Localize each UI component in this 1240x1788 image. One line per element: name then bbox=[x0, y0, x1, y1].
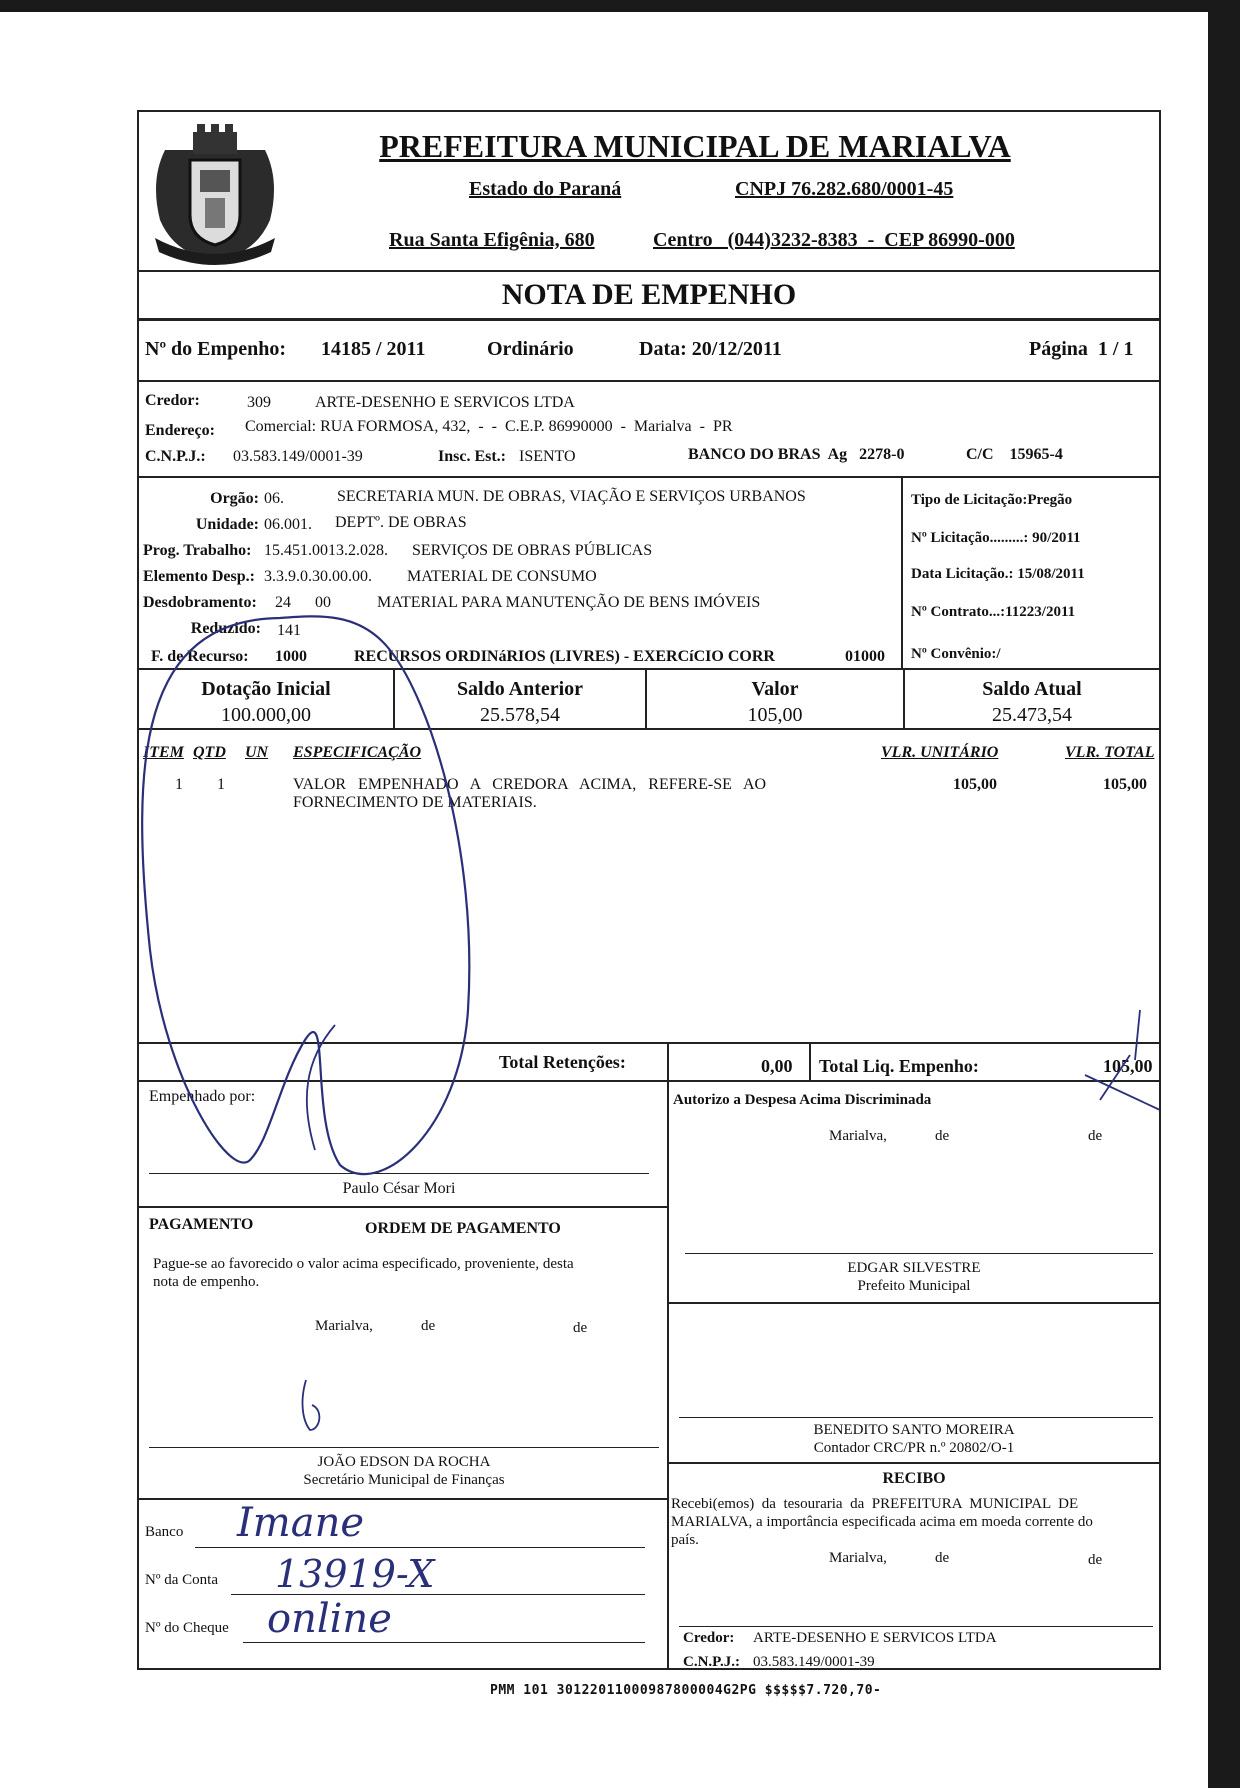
empenho-data: Data: 20/12/2011 bbox=[639, 338, 782, 360]
empenho-numero: 14185 / 2011 bbox=[321, 338, 426, 360]
empenho-pagina: Página 1 / 1 bbox=[1029, 338, 1134, 360]
elemento-codigo: 3.3.9.0.30.00.00. bbox=[264, 568, 372, 585]
pagamento-local: Marialva, bbox=[315, 1318, 373, 1334]
item-vlr-total: 105,00 bbox=[1103, 776, 1147, 793]
recibo-texto-1: Recebi(emos) da tesouraria da PREFEITURA MUNICIPAL DE bbox=[671, 1496, 1079, 1512]
cheque-label: Nº do Cheque bbox=[145, 1620, 229, 1636]
recibo-credor: ARTE-DESENHO E SERVICOS LTDA bbox=[753, 1630, 997, 1646]
item-vlr-unitario: 105,00 bbox=[953, 776, 997, 793]
recibo-cnpj-label: C.N.P.J.: bbox=[683, 1654, 740, 1670]
licitacao-tipo: Tipo de Licitação:Pregão bbox=[911, 492, 1073, 508]
unidade-label: Unidade: bbox=[195, 516, 259, 533]
item-especificacao-2: FORNECIMENTO DE MATERIAIS. bbox=[293, 794, 537, 811]
prog-nome: SERVIÇOS DE OBRAS PÚBLICAS bbox=[412, 542, 653, 559]
dotacao-valor: 100.000,00 bbox=[221, 704, 311, 726]
recibo-local: Marialva, bbox=[829, 1550, 887, 1566]
autorizo-label: Autorizo a Despesa Acima Discriminada bbox=[673, 1092, 932, 1108]
credor-codigo: 309 bbox=[247, 394, 271, 411]
total-retencoes-label: Total Retenções: bbox=[499, 1052, 626, 1072]
credor-nome: ARTE-DESENHO E SERVICOS LTDA bbox=[315, 394, 575, 411]
conta-label: Nº da Conta bbox=[145, 1572, 218, 1588]
item-numero: 1 bbox=[175, 776, 183, 793]
recurso-codigo: 1000 bbox=[275, 648, 307, 665]
valor-valor: 105,00 bbox=[747, 704, 803, 726]
reduzido-label: Reduzido: bbox=[190, 620, 261, 637]
header-estado: Estado do Paraná bbox=[469, 178, 622, 200]
licitacao-data: Data Licitação.: 15/08/2011 bbox=[911, 566, 1085, 582]
valor-label: Valor bbox=[751, 678, 799, 700]
col-un: UN bbox=[245, 744, 269, 761]
recibo-cnpj: 03.583.149/0001-39 bbox=[753, 1654, 875, 1670]
elemento-nome: MATERIAL DE CONSUMO bbox=[407, 568, 597, 585]
endereco-label: Endereço: bbox=[145, 422, 215, 439]
autorizo-nome: EDGAR SILVESTRE bbox=[847, 1260, 981, 1276]
header-cnpj: CNPJ 76.282.680/0001-45 bbox=[735, 178, 954, 200]
recibo-texto-3: país. bbox=[671, 1532, 699, 1548]
doc-title: NOTA DE EMPENHO bbox=[501, 278, 797, 311]
empenhado-nome: Paulo César Mori bbox=[342, 1180, 456, 1197]
empenho-tipo: Ordinário bbox=[487, 338, 574, 360]
header-endereco: Rua Santa Efigênia, 680 bbox=[389, 229, 595, 251]
orgao-nome: SECRETARIA MUN. DE OBRAS, VIAÇÃO E SERVIÇOS URBANOS bbox=[337, 488, 806, 505]
credor-insc: ISENTO bbox=[519, 448, 576, 465]
desdobramento-nome: MATERIAL PARA MANUTENÇÃO DE BENS IMÓVEIS bbox=[377, 594, 761, 611]
pagamento-de-2: de bbox=[573, 1320, 588, 1336]
banco-manuscrito: Imane bbox=[237, 1500, 365, 1546]
credor-cnpj: 03.583.149/0001-39 bbox=[233, 448, 363, 465]
conta-manuscrito: 13919-X bbox=[275, 1552, 435, 1596]
item-qtd: 1 bbox=[217, 776, 225, 793]
total-liquido-label: Total Liq. Empenho: bbox=[819, 1056, 979, 1076]
pagamento-de-1: de bbox=[421, 1318, 436, 1334]
saldo-anterior-label: Saldo Anterior bbox=[456, 678, 584, 700]
credor-banco: BANCO DO BRAS Ag 2278-0 bbox=[688, 446, 905, 463]
autorizo-de-2: de bbox=[1088, 1128, 1103, 1144]
pagamento-label: PAGAMENTO bbox=[149, 1216, 254, 1233]
recibo-label: RECIBO bbox=[882, 1470, 946, 1487]
recurso-nome: RECURSOS ORDINáRIOS (LIVRES) - EXERCíCIO CORR bbox=[354, 648, 775, 665]
header-bairro-tel-cep: Centro (044)3232-8383 - CEP 86990-000 bbox=[653, 229, 1015, 251]
licitacao-numero: Nº Licitação.........: 90/2011 bbox=[911, 530, 1081, 546]
unidade-codigo: 06.001. bbox=[264, 516, 312, 533]
contador-nome: BENEDITO SANTO MOREIRA bbox=[813, 1422, 1015, 1438]
col-vlr-unitario: VLR. UNITÁRIO bbox=[881, 744, 999, 761]
col-item: ITEM bbox=[143, 744, 184, 761]
credor-conta: C/C 15965-4 bbox=[966, 446, 1063, 463]
desdobramento-codigo: 24 00 bbox=[275, 594, 331, 611]
col-especificacao: ESPECIFICAÇÃO bbox=[293, 744, 422, 761]
autorizo-local: Marialva, bbox=[829, 1128, 887, 1144]
credor-label: Credor: bbox=[145, 392, 200, 409]
orgao-codigo: 06. bbox=[264, 490, 284, 507]
pagamento-texto-2: nota de empenho. bbox=[153, 1274, 260, 1290]
cnpj-label: C.N.P.J.: bbox=[145, 448, 206, 465]
contador-cargo: Contador CRC/PR n.º 20802/O-1 bbox=[813, 1440, 1015, 1456]
dotacao-label: Dotação Inicial bbox=[201, 678, 331, 700]
autorizo-de-1: de bbox=[935, 1128, 950, 1144]
prog-label: Prog. Trabalho: bbox=[143, 542, 252, 559]
footer-code: PMM 101 30122011000987800004G2PG $$$$$7.720,70- bbox=[490, 1683, 882, 1698]
autorizo-cargo: Prefeito Municipal bbox=[857, 1278, 971, 1294]
licitacao-contrato: Nº Contrato...:11223/2011 bbox=[911, 604, 1076, 620]
col-vlr-total: VLR. TOTAL bbox=[1065, 744, 1155, 761]
licitacao-convenio: Nº Convênio:/ bbox=[911, 646, 1001, 662]
prog-codigo: 15.451.0013.2.028. bbox=[264, 542, 388, 559]
item-especificacao-1: VALOR EMPENHADO A CREDORA ACIMA, REFERE-SE AO bbox=[293, 776, 767, 793]
pagamento-cargo: Secretário Municipal de Finanças bbox=[303, 1472, 505, 1488]
recurso-numero: 01000 bbox=[845, 648, 885, 665]
saldo-anterior-valor: 25.578,54 bbox=[480, 704, 560, 726]
ordem-pagamento-label: ORDEM DE PAGAMENTO bbox=[365, 1220, 561, 1237]
recurso-label: F. de Recurso: bbox=[151, 648, 249, 665]
reduzido-valor: 141 bbox=[277, 622, 301, 639]
cheque-manuscrito: online bbox=[267, 1596, 392, 1642]
empenhado-label: Empenhado por: bbox=[149, 1088, 256, 1105]
recibo-de-1: de bbox=[935, 1550, 950, 1566]
insc-label: Insc. Est.: bbox=[438, 448, 507, 465]
saldo-atual-label: Saldo Atual bbox=[982, 678, 1082, 700]
orgao-label: Orgão: bbox=[210, 490, 259, 507]
total-retencoes-valor: 0,00 bbox=[761, 1056, 793, 1076]
banco-label: Banco bbox=[145, 1524, 184, 1540]
recibo-credor-label: Credor: bbox=[683, 1630, 735, 1646]
desdobramento-label: Desdobramento: bbox=[143, 594, 257, 611]
recibo-texto-2: MARIALVA, a importância especificada acima em moeda corrente do bbox=[671, 1514, 1093, 1530]
total-liquido-valor: 105,00 bbox=[1103, 1056, 1153, 1076]
empenho-numero-label: Nº do Empenho: bbox=[145, 338, 287, 360]
elemento-label: Elemento Desp.: bbox=[143, 568, 255, 585]
header-title: PREFEITURA MUNICIPAL DE MARIALVA bbox=[379, 128, 1011, 164]
credor-endereco: Comercial: RUA FORMOSA, 432, - - C.E.P. 86990000 - Marialva - PR bbox=[245, 418, 733, 435]
recibo-de-2: de bbox=[1088, 1552, 1103, 1568]
unidade-nome: DEPTº. DE OBRAS bbox=[335, 514, 467, 531]
saldo-atual-valor: 25.473,54 bbox=[992, 704, 1072, 726]
pagamento-texto-1: Pague-se ao favorecido o valor acima especificado, proveniente, desta bbox=[153, 1256, 574, 1272]
pagamento-nome: JOÃO EDSON DA ROCHA bbox=[317, 1454, 491, 1470]
col-qtd: QTD bbox=[193, 744, 226, 761]
